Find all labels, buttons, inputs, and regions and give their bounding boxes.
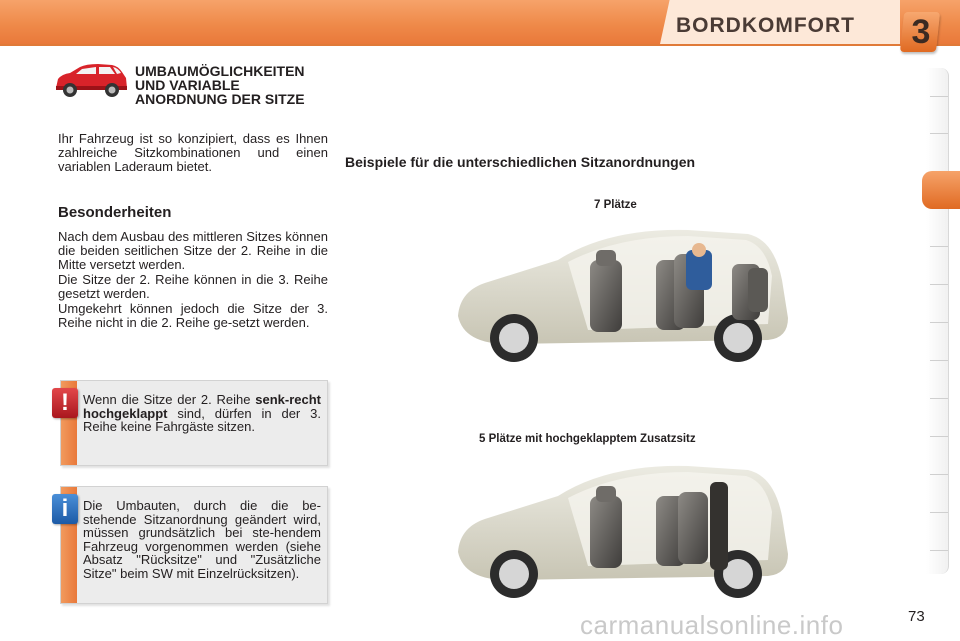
index-tab-1[interactable] <box>930 96 948 97</box>
warning-icon: ! <box>52 388 78 418</box>
index-tab-11[interactable] <box>930 512 948 513</box>
chapter-index-strip <box>926 68 949 574</box>
index-tab-10[interactable] <box>930 474 948 475</box>
seat-layout-7-seats-illustration <box>448 220 798 370</box>
index-tab-7[interactable] <box>930 360 948 361</box>
section-title-line-3: ANORDNUNG DER SITZE <box>135 91 305 107</box>
car-icon <box>52 62 130 100</box>
index-tab-9[interactable] <box>930 436 948 437</box>
info-notice <box>60 486 328 604</box>
figure-caption-7-seats: 7 Plätze <box>594 199 637 211</box>
page-number: 73 <box>908 608 925 625</box>
header-divider <box>0 44 960 46</box>
section-title-line-1: UMBAUMÖGLICHKEITEN <box>135 63 305 79</box>
section-title <box>135 64 345 106</box>
index-tab-current[interactable] <box>922 171 960 209</box>
info-icon: i <box>52 494 78 524</box>
warning-text <box>83 393 321 434</box>
warning-text-emphasis: senk-recht hochgeklappt <box>83 392 321 421</box>
warning-text-start: Wenn die Sitze der 2. Reihe <box>83 392 256 407</box>
index-tab-12[interactable] <box>930 550 948 551</box>
features-paragraph-3: Umgekehrt können jedoch die Sitze der 3. Reihe nicht in die 2. Reihe ge-setzt werden. <box>58 301 328 330</box>
features-paragraph-1: Nach dem Ausbau des mittleren Sitzes können die beiden seitlichen Sitze der 2. Reihe in die Mitte versetzt werden. <box>58 229 328 272</box>
index-tab-2[interactable] <box>930 133 948 134</box>
index-tab-6[interactable] <box>930 322 948 323</box>
index-tab-5[interactable] <box>930 284 948 285</box>
warning-notice <box>60 380 328 466</box>
chapter-number: 3 <box>911 13 931 51</box>
seat-layout-5-seats-illustration <box>448 456 798 606</box>
features-heading: Besonderheiten <box>58 204 172 221</box>
index-tab-4[interactable] <box>930 246 948 247</box>
features-paragraph-2: Die Sitze der 2. Reihe können in die 3. Reihe gesetzt werden. <box>58 272 328 301</box>
chapter-title: BORDKOMFORT <box>676 14 855 37</box>
figure-caption-5-seats: 5 Plätze mit hochgeklapptem Zusatzsitz <box>479 433 696 445</box>
watermark: carmanualsonline.info <box>580 610 844 640</box>
warning-text-end: sind, dürfen in der 3. Reihe keine Fahrgäste sitzen. <box>83 405 321 434</box>
intro-paragraph: Ihr Fahrzeug ist so konzipiert, dass es Ihnen zahlreiche Sitzkombinationen und einen variablen Laderaum bietet. <box>58 131 328 174</box>
info-text: Die Umbauten, durch die die be-stehende Sitzanordnung geändert wird, müssen grundsätzlich bei ste-hendem Fahrzeug vorgenommen werden (siehe Absatz "Rücksitze" und "Zusätzliche Sitze" beim SW mit Einzelrücksitzen). <box>83 498 321 581</box>
examples-heading: Beispiele für die unterschiedlichen Sitzanordnungen <box>345 154 696 170</box>
index-tab-8[interactable] <box>930 398 948 399</box>
section-title-line-2: UND VARIABLE <box>135 77 240 93</box>
